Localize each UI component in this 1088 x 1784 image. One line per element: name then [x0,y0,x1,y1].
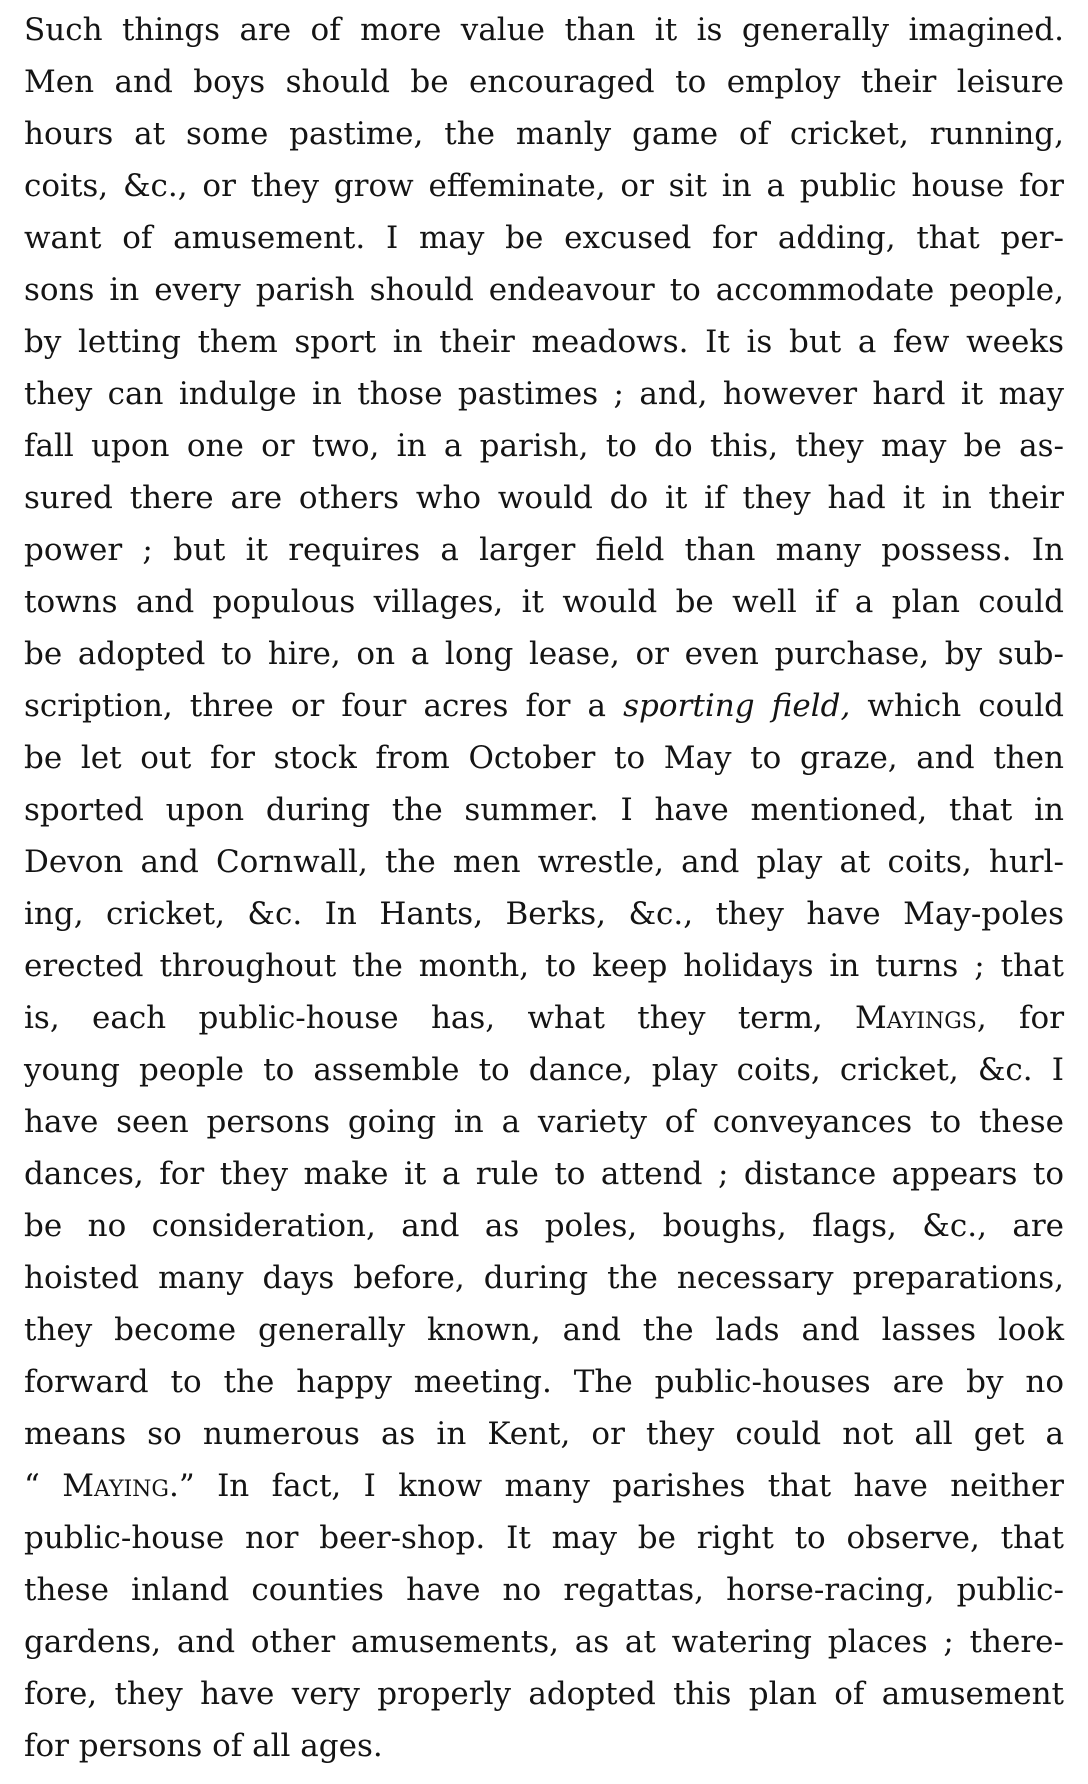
text-line: be let out for stock from October to May to graze, and then [24,740,1064,776]
text-line: towns and populous villages, it would be well if a plan could [24,584,1064,620]
text-segment: which could [850,688,1065,724]
text-line [24,992,1064,1044]
text-line: forward to the happy meeting. The public-houses are by no [24,1364,1064,1400]
text-line: for persons of all ages. [24,1728,383,1764]
text-line: be adopted to hire, on a long lease, or even purchase, by sub- [24,636,1064,672]
text-segment: for [986,1000,1065,1036]
text-line: sons in every parish should endeavour to accommodate people, [24,272,1064,308]
text-line: Men and boys should be encouraged to employ their leisure [24,64,1064,100]
body-paragraph [24,4,1064,1772]
small-caps-term: Maying.” [62,1468,195,1504]
text-line: means so numerous as in Kent, or they could not all get a [24,1416,1064,1452]
small-caps-term: Mayings, [855,1000,987,1036]
text-segment: is, each public-house has, what they term, [24,1000,856,1036]
text-line: want of amusement. I may be excused for adding, that per- [24,220,1064,256]
text-segment: In fact, I know many parishes that have neither [194,1468,1065,1504]
text-line: hoisted many days before, during the necessary preparations, [24,1260,1064,1296]
text-line: they can indulge in those pastimes ; and, however hard it may [24,376,1064,412]
text-line: young people to assemble to dance, play coits, cricket, &c. I [24,1052,1064,1088]
text-line: erected throughout the month, to keep holidays in turns ; that [24,948,1064,984]
text-line: these inland counties have no regattas, horse-racing, public- [24,1572,1064,1608]
text-line [24,680,1064,732]
text-line: sured there are others who would do it if they had it in their [24,480,1064,516]
text-line: fall upon one or two, in a parish, to do this, they may be as- [24,428,1064,464]
text-line [24,1460,1064,1512]
text-line: fore, they have very properly adopted this plan of amusement [24,1676,1064,1712]
text-line: public-house nor beer-shop. It may be right to observe, that [24,1520,1064,1556]
text-line: power ; but it requires a larger field than many possess. In [24,532,1064,568]
italic-phrase: sporting field, [623,688,851,724]
text-segment: scription, three or four acres for a [24,688,624,724]
text-line: dances, for they make it a rule to attend ; distance appears to [24,1156,1064,1192]
text-segment: “ [24,1468,63,1504]
text-line: Devon and Cornwall, the men wrestle, and play at coits, hurl- [24,844,1064,880]
text-line: sported upon during the summer. I have mentioned, that in [24,792,1064,828]
text-line: have seen persons going in a variety of conveyances to these [24,1104,1064,1140]
text-line: they become generally known, and the lads and lasses look [24,1312,1064,1348]
text-line: Such things are of more value than it is generally imagined. [24,12,1064,48]
text-line: hours at some pastime, the manly game of cricket, running, [24,116,1064,152]
text-line: by letting them sport in their meadows. It is but a few weeks [24,324,1064,360]
text-line: be no consideration, and as poles, boughs, flags, &c., are [24,1208,1064,1244]
text-line: ing, cricket, &c. In Hants, Berks, &c., they have May-poles [24,896,1064,932]
text-line: gardens, and other amusements, as at watering places ; there- [24,1624,1064,1660]
text-line: coits, &c., or they grow effeminate, or sit in a public house for [24,168,1064,204]
